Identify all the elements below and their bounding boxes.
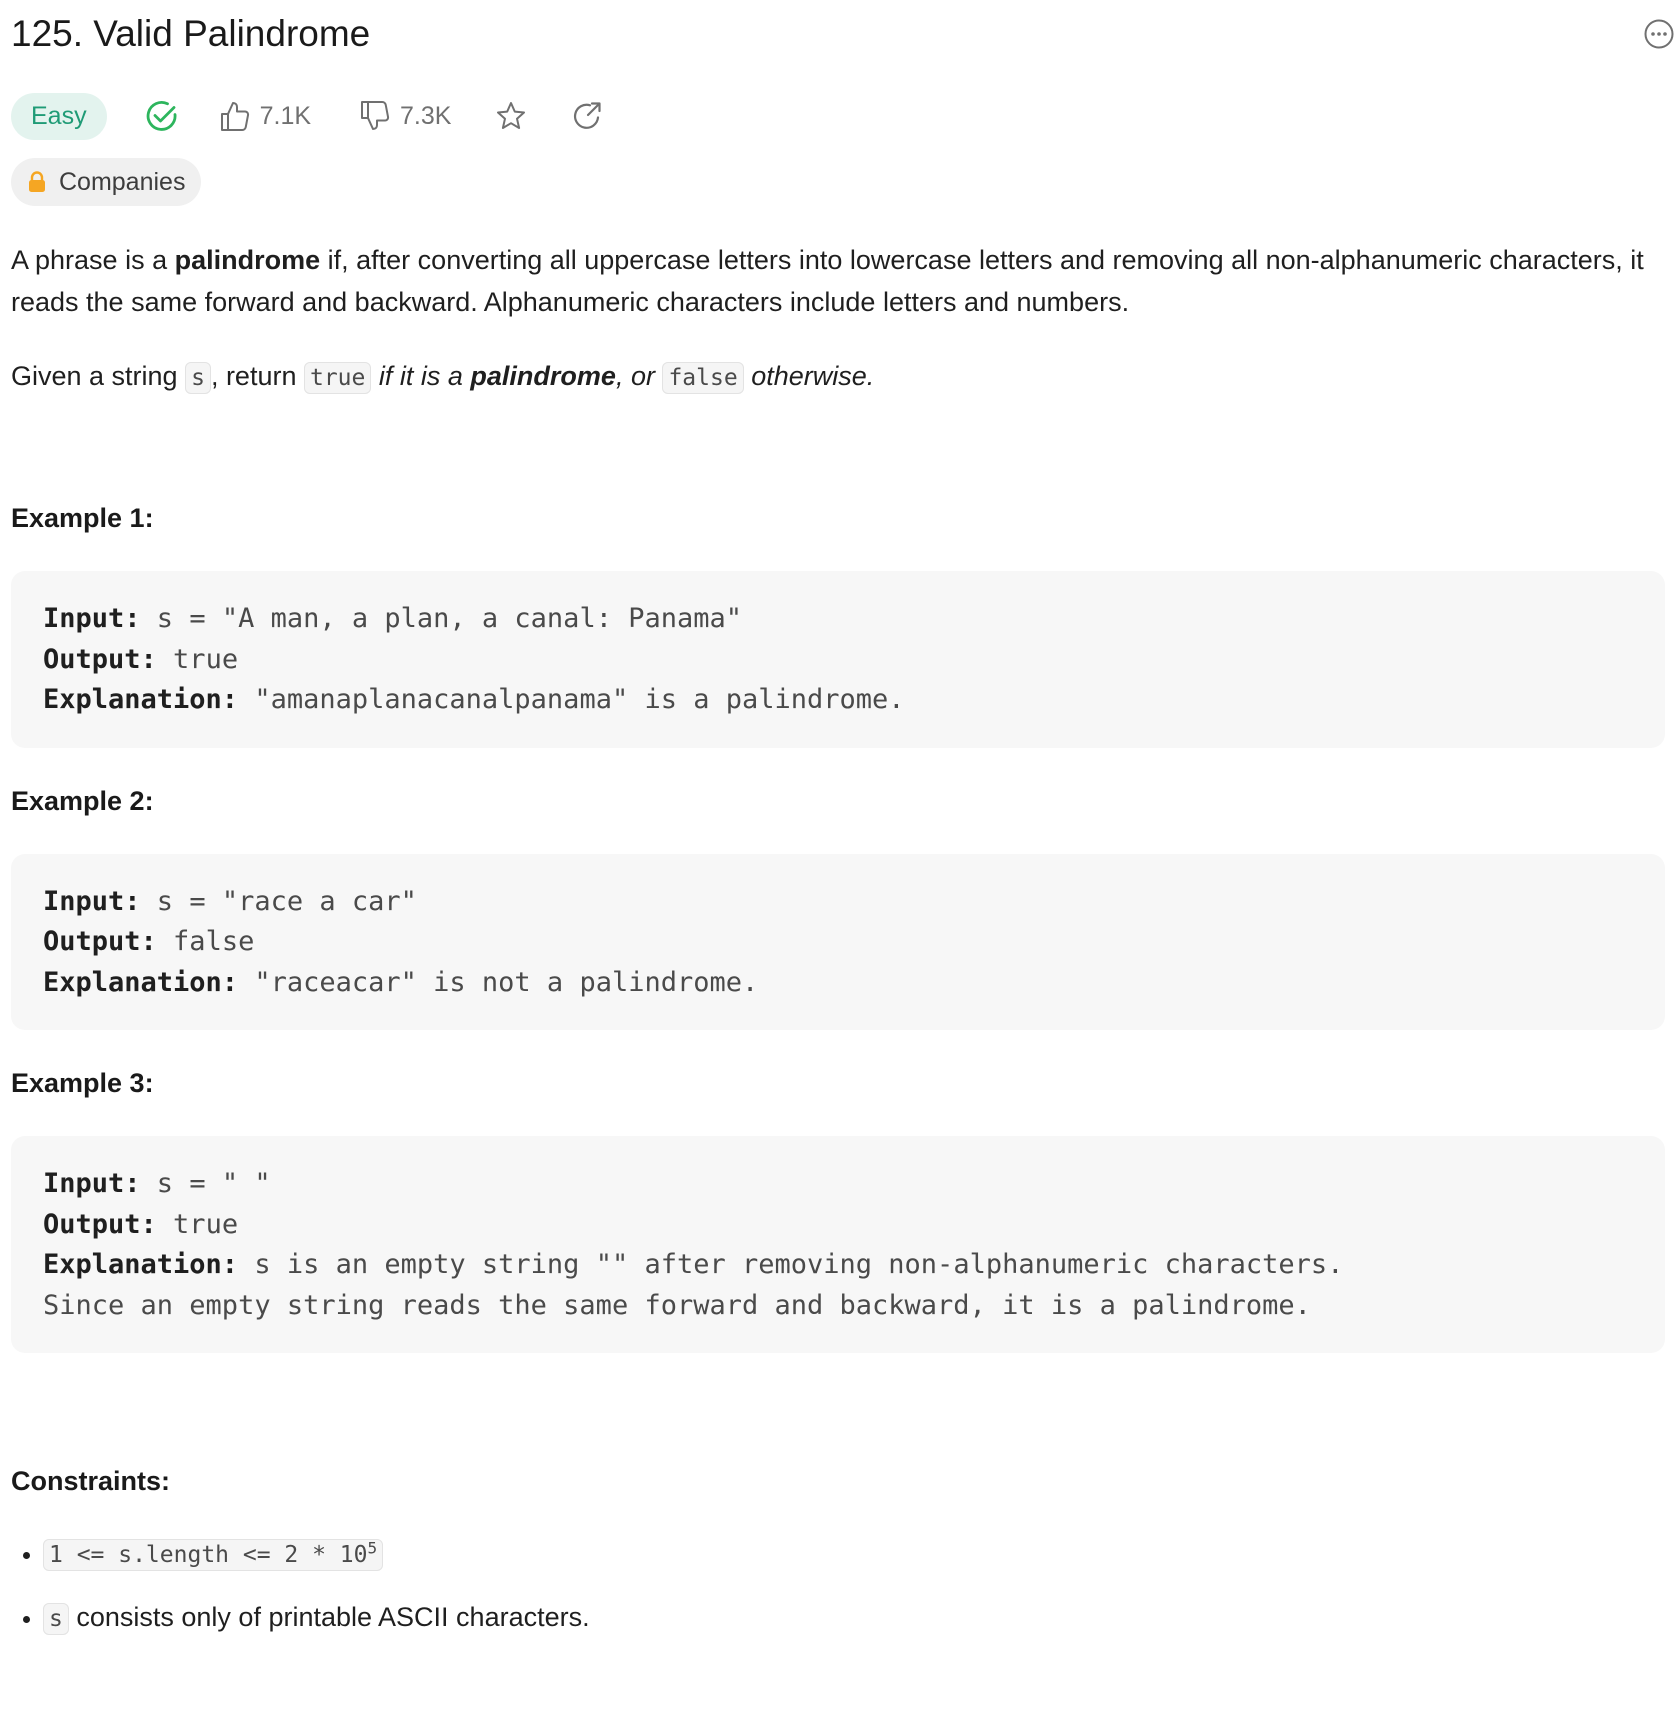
difficulty-badge: Easy (11, 93, 107, 140)
output-label: Output: (43, 643, 157, 675)
example-input-line (43, 599, 1633, 640)
palindrome-term: palindrome (174, 245, 321, 275)
output-value: true (156, 1208, 239, 1240)
example-explanation-line (43, 680, 1633, 721)
example-explanation-continued: Since an empty string reads the same forward and backward, it is a palindrome. (43, 1289, 1311, 1321)
example-input-line (43, 1164, 1633, 1205)
inline-code-s: s (43, 1603, 69, 1635)
more-options-button[interactable] (1642, 17, 1674, 51)
statement-text: , return (210, 361, 304, 391)
favorite-button[interactable] (495, 100, 527, 132)
input-label: Input: (43, 885, 141, 917)
example-3-box (11, 1136, 1665, 1353)
constraint-item-ascii (43, 1596, 1666, 1640)
example-input-line (43, 882, 1633, 923)
problem-title: 125. Valid Palindrome (11, 13, 371, 54)
statement-text: Given a string (11, 361, 186, 391)
statement-text: otherwise. (743, 361, 875, 391)
thumbs-up-icon (220, 100, 250, 132)
example-2-title: Example 2: (11, 785, 154, 816)
example-3-title: Example 3: (11, 1068, 154, 1098)
statement-paragraph-1 (11, 239, 1661, 323)
companies-button[interactable] (11, 158, 201, 206)
explanation-label: Explanation: (43, 684, 239, 715)
thumbs-down-icon (360, 100, 390, 132)
inline-code-true: true (304, 362, 371, 394)
constraint-item-length (43, 1527, 1666, 1576)
example-2-box (11, 854, 1665, 1031)
dislike-button[interactable] (360, 100, 451, 132)
example-output-line (43, 922, 1633, 963)
explanation-label: Explanation: (43, 1249, 239, 1280)
explanation-value: "amanaplanacanalpanama" is a palindrome. (238, 684, 905, 715)
input-value: s = " " (140, 1168, 271, 1199)
solved-check-icon (145, 99, 179, 133)
share-button[interactable] (571, 100, 603, 132)
example-explanation-line (43, 963, 1633, 1004)
statement-text: , or (615, 361, 663, 391)
solved-status (145, 99, 179, 133)
example-1-title: Example 1: (11, 503, 154, 533)
output-value: false (156, 926, 255, 957)
like-count: 7.1K (259, 101, 312, 130)
explanation-label: Explanation: (43, 966, 239, 998)
inline-code-false: false (662, 362, 743, 394)
input-label: Input: (43, 603, 141, 634)
input-value: s = "race a car" (140, 885, 417, 917)
constraints-title: Constraints: (11, 1466, 171, 1496)
constraints-list (11, 1527, 1666, 1640)
statement-paragraph-2 (11, 355, 1661, 399)
companies-row (11, 158, 1666, 206)
palindrome-term: palindrome (470, 361, 616, 391)
title-row (11, 0, 1666, 72)
like-button[interactable] (220, 100, 311, 132)
example-1-box (11, 571, 1665, 748)
companies-label: Companies (59, 167, 186, 196)
problem-meta-row (11, 87, 1666, 145)
explanation-value: "raceacar" is not a palindrome. (238, 966, 759, 998)
input-label: Input: (43, 1168, 141, 1199)
example-explanation-line (43, 1245, 1633, 1286)
constraint-length-text: 1 <= s.length <= 2 * 10 (49, 1541, 368, 1568)
problem-statement (11, 239, 1661, 399)
example-output-line (43, 640, 1633, 681)
example-output-line (43, 1205, 1633, 1246)
constraint-ascii-text: consists only of printable ASCII characters. (68, 1601, 590, 1632)
statement-text: if it is a (371, 361, 471, 391)
lock-icon (27, 171, 47, 193)
dislike-count: 7.3K (400, 101, 452, 130)
constraint-length-code (43, 1539, 383, 1571)
output-label: Output: (43, 1208, 157, 1240)
more-icon (1642, 17, 1674, 51)
explanation-value: s is an empty string "" after removing non-alphanumeric characters. (238, 1249, 1344, 1280)
inline-code-s: s (185, 362, 211, 394)
output-value: true (156, 643, 239, 675)
statement-text: if, after converting all uppercase letters into lowercase letters and removing all non-alphanumeric characters, it reads the same forward and backward. Alphanumeric characters include letters and numbers. (11, 245, 1644, 317)
output-label: Output: (43, 926, 157, 957)
star-icon (495, 100, 527, 132)
share-icon (571, 100, 603, 132)
input-value: s = "A man, a plan, a canal: Panama" (140, 603, 742, 634)
problem-description (11, 0, 1666, 1660)
statement-text: A phrase is a (11, 245, 175, 275)
constraint-length-exponent: 5 (367, 1538, 378, 1557)
